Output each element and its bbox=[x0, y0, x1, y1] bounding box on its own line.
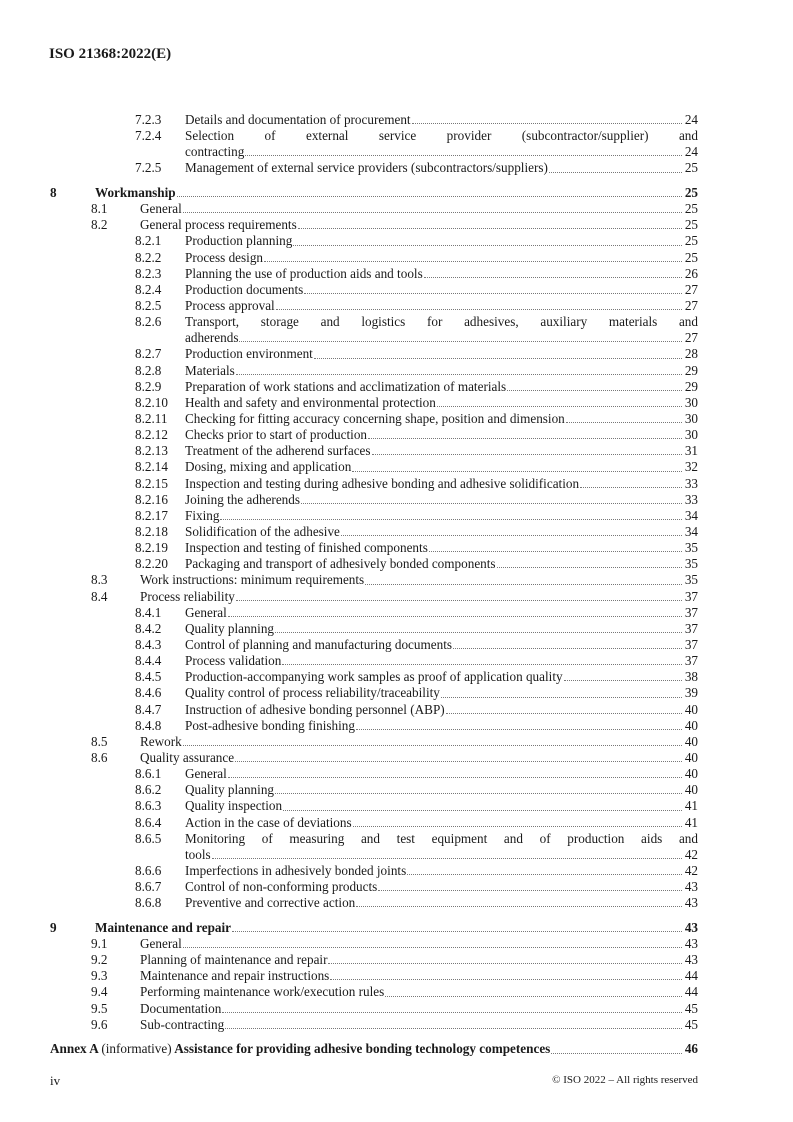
toc-entry-page[interactable]: 30 bbox=[684, 427, 698, 443]
toc-entry[interactable] bbox=[50, 282, 698, 298]
dot-leader bbox=[264, 261, 682, 262]
toc-entry-title[interactable]: Quality planning bbox=[185, 620, 275, 636]
toc-entry[interactable] bbox=[50, 476, 698, 492]
toc-entry[interactable] bbox=[50, 572, 698, 588]
toc-entry-page[interactable]: 43 bbox=[684, 879, 698, 895]
toc-entry[interactable] bbox=[50, 298, 698, 314]
toc-entry-number: 9 bbox=[50, 919, 57, 935]
toc-entry-page[interactable]: 40 bbox=[684, 717, 698, 733]
toc-entry-line bbox=[50, 952, 698, 968]
dot-leader bbox=[352, 471, 682, 472]
toc-entry[interactable] bbox=[50, 556, 698, 572]
dot-leader bbox=[275, 632, 682, 633]
toc-entry-title[interactable]: Performing maintenance work/execution rules bbox=[140, 984, 385, 1000]
toc-entry-title[interactable]: Action in the case of deviations bbox=[185, 814, 352, 830]
toc-entry-number: 8.3 bbox=[91, 572, 108, 588]
toc-entry-number: 8.2.20 bbox=[135, 556, 168, 572]
toc-entry-number: 8.6.3 bbox=[135, 798, 162, 814]
toc-entry-number: 8.2.8 bbox=[135, 362, 162, 378]
dot-leader bbox=[412, 123, 682, 124]
annex-label[interactable]: Annex A bbox=[50, 1041, 99, 1057]
toc-entry[interactable] bbox=[50, 734, 698, 750]
toc-entry-page[interactable]: 27 bbox=[684, 298, 698, 314]
toc-entry-page[interactable]: 35 bbox=[684, 540, 698, 556]
toc-entry-page[interactable]: 37 bbox=[684, 636, 698, 652]
dot-leader bbox=[298, 228, 682, 229]
toc-entry-line bbox=[50, 1017, 698, 1033]
toc-entry-page[interactable]: 24 bbox=[684, 144, 698, 160]
toc-entry-title[interactable]: Treatment of the adherend surfaces bbox=[185, 443, 371, 459]
toc-entry[interactable] bbox=[50, 815, 698, 831]
toc-entry-title[interactable]: Sub-contracting bbox=[140, 1016, 225, 1032]
toc-entry-title[interactable]: Work instructions: minimum requirements bbox=[140, 572, 365, 588]
toc-entry-page[interactable]: 43 bbox=[684, 936, 698, 952]
toc-entry-page[interactable]: 44 bbox=[684, 984, 698, 1000]
toc-entry-page[interactable]: 37 bbox=[684, 620, 698, 636]
dot-leader bbox=[183, 212, 682, 213]
toc-entry-page[interactable]: 37 bbox=[684, 653, 698, 669]
dot-leader bbox=[222, 1012, 682, 1013]
toc-entry[interactable] bbox=[50, 185, 698, 201]
footer-copyright: © ISO 2022 – All rights reserved bbox=[552, 1074, 698, 1086]
toc-entry-number: 8.4.4 bbox=[135, 653, 162, 669]
toc-entry-number: 8.2.17 bbox=[135, 507, 168, 523]
toc-entry-title[interactable]: Planning of maintenance and repair bbox=[140, 952, 328, 968]
dot-leader bbox=[239, 341, 682, 342]
toc-entry-title[interactable]: Inspection and testing during adhesive bonding and adhesive solidification bbox=[185, 475, 580, 491]
toc-entry-title[interactable]: Quality control of process reliability/traceability bbox=[185, 685, 440, 701]
dot-leader bbox=[356, 906, 682, 907]
toc-entry[interactable] bbox=[50, 1001, 698, 1017]
toc-entry-page[interactable]: 29 bbox=[684, 378, 698, 394]
toc-entry[interactable] bbox=[50, 128, 698, 160]
toc-entry-number: 8.2.16 bbox=[135, 491, 168, 507]
dot-leader bbox=[441, 697, 682, 698]
toc-entry-page[interactable]: 42 bbox=[684, 862, 698, 878]
toc-entry[interactable] bbox=[50, 160, 698, 176]
toc-entry-title[interactable]: Process reliability bbox=[140, 588, 235, 604]
toc-entry-title[interactable]: Workmanship bbox=[95, 185, 176, 201]
toc-entry-page[interactable]: 33 bbox=[684, 491, 698, 507]
toc-entry-page[interactable]: 25 bbox=[684, 217, 698, 233]
dot-leader bbox=[236, 374, 682, 375]
toc-entry-page[interactable]: 28 bbox=[684, 346, 698, 362]
toc-entry-number: 8.6.7 bbox=[135, 879, 162, 895]
toc-entry[interactable] bbox=[50, 952, 698, 968]
toc-entry[interactable] bbox=[50, 653, 698, 669]
toc-entry-number: 7.2.4 bbox=[135, 128, 162, 144]
dot-leader bbox=[328, 963, 682, 964]
toc-entry-page[interactable]: 24 bbox=[684, 111, 698, 127]
toc-entry-title[interactable]: Production planning bbox=[185, 233, 293, 249]
toc-entry-line bbox=[50, 750, 698, 766]
toc-entry-page[interactable]: 32 bbox=[684, 459, 698, 475]
toc-entry-page[interactable]: 25 bbox=[684, 185, 698, 201]
toc-entry[interactable] bbox=[50, 831, 698, 863]
toc-entry-title[interactable]: Quality inspection bbox=[185, 798, 283, 814]
toc-entry-title[interactable]: Maintenance and repair bbox=[95, 919, 232, 935]
annex-qualifier: (informative) bbox=[101, 1041, 172, 1057]
dot-leader bbox=[283, 810, 682, 811]
toc-entry-number: 8.2.4 bbox=[135, 281, 162, 297]
dot-leader bbox=[378, 890, 682, 891]
dot-leader bbox=[549, 172, 682, 173]
toc-entry-number: 9.5 bbox=[91, 1000, 108, 1016]
toc-entry-title[interactable]: Monitoring of measuring and test equipment and of production aids and bbox=[185, 830, 698, 846]
dot-leader bbox=[301, 503, 682, 504]
toc-entry-number: 9.4 bbox=[91, 984, 108, 1000]
toc-entry-title[interactable]: Health and safety and environmental protection bbox=[185, 394, 436, 410]
toc-entry-number: 8.2.14 bbox=[135, 459, 168, 475]
dot-leader bbox=[304, 293, 682, 294]
toc-entry[interactable] bbox=[50, 459, 698, 475]
dot-leader bbox=[365, 584, 682, 585]
toc-entry[interactable] bbox=[50, 879, 698, 895]
table-of-contents bbox=[50, 112, 698, 1058]
dot-leader bbox=[453, 648, 682, 649]
toc-entry-title[interactable]: Control of planning and manufacturing documents bbox=[185, 636, 452, 652]
toc-entry-line bbox=[50, 968, 698, 984]
toc-entry-number: 8.6.1 bbox=[135, 766, 162, 782]
dot-leader bbox=[293, 245, 682, 246]
toc-entry-page[interactable]: 45 bbox=[684, 1000, 698, 1016]
toc-entry-page[interactable]: 44 bbox=[684, 968, 698, 984]
toc-entry-number: 8.6.8 bbox=[135, 895, 162, 911]
toc-entry-title[interactable]: Details and documentation of procurement bbox=[185, 111, 411, 127]
toc-entry[interactable] bbox=[50, 379, 698, 395]
dot-leader bbox=[497, 567, 682, 568]
toc-entry[interactable] bbox=[50, 363, 698, 379]
dot-leader bbox=[183, 947, 682, 948]
toc-entry-title[interactable]: Production environment bbox=[185, 346, 313, 362]
toc-entry-number: 8.2.6 bbox=[135, 314, 162, 330]
toc-entry-line bbox=[50, 920, 698, 936]
toc-entry[interactable] bbox=[50, 750, 698, 766]
toc-entry-number: 8 bbox=[50, 185, 57, 201]
dot-leader bbox=[183, 745, 682, 746]
toc-entry[interactable] bbox=[50, 540, 698, 556]
toc-entry-number: 8.2.1 bbox=[135, 233, 162, 249]
toc-entry-page[interactable]: 26 bbox=[684, 265, 698, 281]
dot-leader bbox=[356, 729, 682, 730]
toc-entry-page[interactable]: 43 bbox=[684, 952, 698, 968]
dot-leader bbox=[225, 1028, 682, 1029]
toc-entry-number: 8.6 bbox=[91, 749, 108, 765]
toc-entry[interactable] bbox=[50, 201, 698, 217]
toc-entry-title[interactable]: Planning the use of production aids and tools bbox=[185, 265, 423, 281]
toc-entry-number: 7.2.3 bbox=[135, 112, 162, 127]
toc-entry[interactable] bbox=[50, 702, 698, 718]
toc-entry[interactable] bbox=[50, 217, 698, 233]
toc-entry-page[interactable]: 25 bbox=[684, 160, 698, 176]
toc-entry-number: 8.2.3 bbox=[135, 265, 162, 281]
dot-leader bbox=[228, 777, 682, 778]
toc-entry-number: 8.2.13 bbox=[135, 443, 168, 459]
toc-entry[interactable] bbox=[50, 492, 698, 508]
toc-entry-number: 8.2.15 bbox=[135, 475, 168, 491]
toc-entry-number: 8.4.2 bbox=[135, 620, 162, 636]
toc-entry-title[interactable]: Process design bbox=[185, 249, 264, 265]
toc-entry[interactable] bbox=[50, 524, 698, 540]
toc-entry-title[interactable]: General bbox=[185, 766, 227, 782]
toc-entry[interactable] bbox=[50, 250, 698, 266]
dot-leader bbox=[424, 277, 682, 278]
toc-entry-number: 8.2.19 bbox=[135, 540, 168, 556]
toc-entry[interactable] bbox=[50, 443, 698, 459]
toc-entry[interactable] bbox=[50, 984, 698, 1000]
dot-leader bbox=[236, 600, 682, 601]
toc-entry-page[interactable]: 35 bbox=[684, 572, 698, 588]
toc-entry-line bbox=[50, 734, 698, 750]
toc-entry-number: 8.2.12 bbox=[135, 427, 168, 443]
toc-entry-line bbox=[50, 1001, 698, 1017]
toc-entry-number: 8.6.4 bbox=[135, 814, 162, 830]
toc-entry-title[interactable]: Dosing, mixing and application bbox=[185, 459, 352, 475]
toc-entry-number: 8.4.3 bbox=[135, 637, 162, 652]
toc-entry-title[interactable]: Fixing bbox=[185, 507, 220, 523]
toc-entry-title[interactable]: Documentation bbox=[140, 1000, 222, 1016]
toc-entry[interactable] bbox=[50, 920, 698, 936]
toc-entry-page[interactable]: 34 bbox=[684, 524, 698, 539]
toc-entry-page[interactable]: 29 bbox=[684, 362, 698, 378]
toc-entry[interactable] bbox=[50, 395, 698, 411]
dot-leader bbox=[282, 664, 682, 665]
toc-entry-number: 8.4.1 bbox=[135, 604, 162, 620]
toc-entry-number: 8.4.6 bbox=[135, 685, 162, 701]
toc-entry[interactable] bbox=[50, 266, 698, 282]
toc-entry-title[interactable]: Checks prior to start of production bbox=[185, 427, 368, 443]
toc-entry[interactable] bbox=[50, 782, 698, 798]
dot-leader bbox=[566, 422, 682, 423]
dot-leader bbox=[245, 155, 682, 156]
dot-leader bbox=[368, 438, 682, 439]
toc-entry-title[interactable]: Materials bbox=[185, 362, 235, 378]
toc-entry-number: 8.6.6 bbox=[135, 862, 162, 878]
toc-entry-number: 7.2.5 bbox=[135, 160, 162, 176]
toc-entry-line bbox=[50, 144, 698, 160]
toc-entry[interactable] bbox=[50, 637, 698, 653]
toc-entry-page[interactable]: 25 bbox=[684, 249, 698, 265]
dot-leader bbox=[330, 979, 682, 980]
dot-leader bbox=[437, 406, 682, 407]
toc-entry-number: 9.6 bbox=[91, 1016, 108, 1032]
toc-entry-title[interactable]: Quality assurance bbox=[140, 749, 235, 765]
toc-entry-number: 8.6.5 bbox=[135, 830, 162, 846]
toc-entry[interactable] bbox=[50, 968, 698, 984]
toc-entry-title[interactable]: Packaging and transport of adhesively bonded components bbox=[185, 556, 496, 572]
toc-entry-page[interactable]: 40 bbox=[684, 701, 698, 717]
toc-entry-title[interactable]: Preventive and corrective action bbox=[185, 895, 356, 911]
annex-title[interactable]: Assistance for providing adhesive bonding technology competences bbox=[174, 1041, 551, 1057]
toc-entry-page[interactable]: 33 bbox=[684, 475, 698, 491]
toc-entry-title[interactable]: General bbox=[140, 936, 182, 952]
toc-entry-number: 9.2 bbox=[91, 952, 108, 968]
toc-entry-annex[interactable] bbox=[50, 1041, 698, 1057]
toc-entry-title[interactable]: Quality planning bbox=[185, 782, 275, 798]
toc-entry-number: 8.2.10 bbox=[135, 394, 168, 410]
dot-leader bbox=[407, 874, 682, 875]
toc-entry-line bbox=[50, 589, 698, 605]
toc-entry-page[interactable]: 42 bbox=[684, 846, 698, 862]
annex-heading bbox=[50, 1041, 550, 1057]
toc-entry-number: 8.2 bbox=[91, 217, 108, 233]
toc-entry-title[interactable]: Rework bbox=[140, 733, 182, 749]
toc-entry-number: 8.1 bbox=[91, 201, 108, 217]
dot-leader bbox=[275, 793, 682, 794]
toc-entry-title[interactable]: Joining the adherends bbox=[185, 491, 300, 507]
toc-entry-title[interactable]: Maintenance and repair instructions bbox=[140, 968, 330, 984]
toc-entry-page[interactable]: 30 bbox=[684, 394, 698, 410]
dot-leader bbox=[235, 761, 682, 762]
toc-entry[interactable] bbox=[50, 1017, 698, 1033]
toc-entry[interactable] bbox=[50, 718, 698, 734]
toc-entry-page[interactable]: 40 bbox=[684, 782, 698, 798]
dot-leader bbox=[353, 826, 682, 827]
toc-entry-page[interactable]: 31 bbox=[684, 443, 698, 459]
dot-leader bbox=[580, 487, 682, 488]
dot-leader bbox=[507, 390, 682, 391]
toc-entry-title[interactable]: General process requirements bbox=[140, 217, 297, 233]
toc-entry-page[interactable]: 41 bbox=[684, 814, 698, 830]
toc-entry-title[interactable]: General bbox=[185, 604, 227, 620]
toc-entry-title[interactable]: Transport, storage and logistics for adhesives, auxiliary materials and bbox=[185, 314, 698, 330]
toc-entry-number: 8.2.9 bbox=[135, 378, 162, 394]
toc-entry-title[interactable]: Production-accompanying work samples as proof of application quality bbox=[185, 669, 563, 685]
toc-entry-page[interactable]: 45 bbox=[684, 1016, 698, 1032]
dot-leader bbox=[551, 1053, 682, 1054]
toc-entry[interactable] bbox=[50, 669, 698, 685]
dot-leader bbox=[177, 196, 682, 197]
toc-entry-title[interactable]: Production documents bbox=[185, 281, 304, 297]
dot-leader bbox=[385, 996, 682, 997]
footer-page-number: iv bbox=[50, 1073, 61, 1088]
toc-entry-number: 8.6.2 bbox=[135, 782, 162, 798]
toc-entry-page[interactable]: 27 bbox=[684, 330, 698, 346]
toc-entry-title[interactable]: Selection of external service provider (subcontractor/supplier) and bbox=[185, 128, 698, 144]
toc-entry-page[interactable]: 40 bbox=[684, 733, 698, 749]
toc-entry-line bbox=[50, 572, 698, 588]
toc-entry-page[interactable]: 25 bbox=[684, 233, 698, 249]
toc-entry-number: 8.5 bbox=[91, 733, 108, 749]
toc-entry[interactable] bbox=[50, 685, 698, 701]
toc-entry[interactable] bbox=[50, 605, 698, 621]
toc-entry-line bbox=[50, 217, 698, 233]
toc-entry-line bbox=[50, 1041, 698, 1057]
toc-entry-line bbox=[50, 936, 698, 952]
dot-leader bbox=[446, 713, 682, 714]
toc-entry[interactable] bbox=[50, 427, 698, 443]
toc-entry[interactable] bbox=[50, 233, 698, 249]
toc-entry-page[interactable]: 43 bbox=[684, 895, 698, 911]
toc-entry-title[interactable]: Process approval bbox=[185, 298, 275, 314]
toc-entry-page[interactable]: 43 bbox=[684, 919, 698, 935]
toc-entry[interactable] bbox=[50, 895, 698, 911]
dot-leader bbox=[220, 519, 682, 520]
toc-entry-number: 8.2.18 bbox=[135, 524, 168, 540]
toc-entry[interactable] bbox=[50, 863, 698, 879]
toc-entry-page[interactable]: 34 bbox=[684, 507, 698, 523]
toc-entry[interactable] bbox=[50, 112, 698, 128]
dot-leader bbox=[228, 616, 682, 617]
toc-entry-page[interactable]: 40 bbox=[684, 766, 698, 782]
toc-entry-title[interactable]: Management of external service providers (subcontractors/suppliers) bbox=[185, 160, 548, 176]
toc-entry-number: 9.3 bbox=[91, 968, 108, 984]
toc-entry-title[interactable]: Imperfections in adhesively bonded joints bbox=[185, 862, 407, 878]
toc-entry-page[interactable]: 30 bbox=[684, 411, 698, 427]
toc-entry-number: 8.4.5 bbox=[135, 669, 162, 685]
toc-entry-page[interactable]: 27 bbox=[684, 281, 698, 297]
dot-leader bbox=[372, 454, 682, 455]
toc-entry-title[interactable]: Checking for fitting accuracy concerning shape, position and dimension bbox=[185, 411, 565, 427]
toc-entry-title[interactable]: Process validation bbox=[185, 653, 282, 669]
toc-entry-number: 8.4.7 bbox=[135, 701, 162, 717]
toc-entry-line bbox=[50, 201, 698, 217]
toc-entry[interactable] bbox=[50, 589, 698, 605]
toc-entry-title[interactable]: General bbox=[140, 201, 182, 217]
toc-entry-number: 8.2.5 bbox=[135, 298, 162, 314]
toc-entry-line bbox=[50, 330, 698, 346]
toc-entry-page[interactable]: 37 bbox=[684, 588, 698, 604]
toc-entry-number: 9.1 bbox=[91, 936, 108, 952]
toc-entry-title[interactable]: Control of non-conforming products bbox=[185, 879, 378, 895]
toc-entry-title[interactable]: Instruction of adhesive bonding personnel (ABP) bbox=[185, 701, 445, 717]
toc-entry-page[interactable]: 41 bbox=[684, 798, 698, 814]
dot-leader bbox=[429, 551, 682, 552]
toc-entry-number: 8.4 bbox=[91, 588, 108, 604]
dot-leader bbox=[212, 858, 682, 859]
toc-entry[interactable] bbox=[50, 621, 698, 637]
toc-entry[interactable] bbox=[50, 508, 698, 524]
toc-entry-number: 8.2.11 bbox=[135, 411, 168, 427]
toc-entry-line bbox=[50, 185, 698, 201]
toc-entry-title[interactable]: Preparation of work stations and acclimatization of materials bbox=[185, 378, 507, 394]
dot-leader bbox=[314, 358, 682, 359]
dot-leader bbox=[276, 309, 682, 310]
toc-entry-page[interactable]: 25 bbox=[684, 201, 698, 217]
toc-entry-page[interactable]: 35 bbox=[684, 556, 698, 572]
toc-entry-title[interactable]: tools bbox=[185, 846, 211, 862]
dot-leader bbox=[341, 535, 682, 536]
toc-entry[interactable] bbox=[50, 314, 698, 346]
toc-entry-title[interactable]: Solidification of the adhesive bbox=[185, 524, 340, 539]
toc-entry-line bbox=[50, 847, 698, 863]
toc-entry-title[interactable]: Post-adhesive bonding finishing bbox=[185, 717, 355, 733]
toc-entry-title[interactable]: adherends bbox=[185, 330, 239, 346]
toc-entry-number: 8.2.2 bbox=[135, 249, 162, 265]
toc-entry-title[interactable]: contracting bbox=[185, 144, 245, 160]
toc-entry-number: 8.4.8 bbox=[135, 717, 162, 733]
toc-entry-number: 8.2.7 bbox=[135, 346, 162, 362]
toc-entry[interactable] bbox=[50, 411, 698, 427]
toc-entry-page[interactable]: 40 bbox=[684, 749, 698, 765]
document-id-header: ISO 21368:2022(E) bbox=[49, 46, 172, 62]
toc-entry-page[interactable]: 46 bbox=[684, 1041, 698, 1057]
toc-entry-page[interactable]: 38 bbox=[684, 669, 698, 685]
toc-entry-page[interactable]: 39 bbox=[684, 685, 698, 701]
toc-entry-page[interactable]: 37 bbox=[684, 604, 698, 620]
toc-entry-line bbox=[50, 984, 698, 1000]
toc-entry[interactable] bbox=[50, 346, 698, 362]
toc-entry-title[interactable]: Inspection and testing of finished components bbox=[185, 540, 428, 556]
dot-leader bbox=[564, 680, 682, 681]
toc-entry[interactable] bbox=[50, 936, 698, 952]
toc-entry[interactable] bbox=[50, 766, 698, 782]
dot-leader bbox=[232, 931, 682, 932]
toc-entry[interactable] bbox=[50, 798, 698, 814]
